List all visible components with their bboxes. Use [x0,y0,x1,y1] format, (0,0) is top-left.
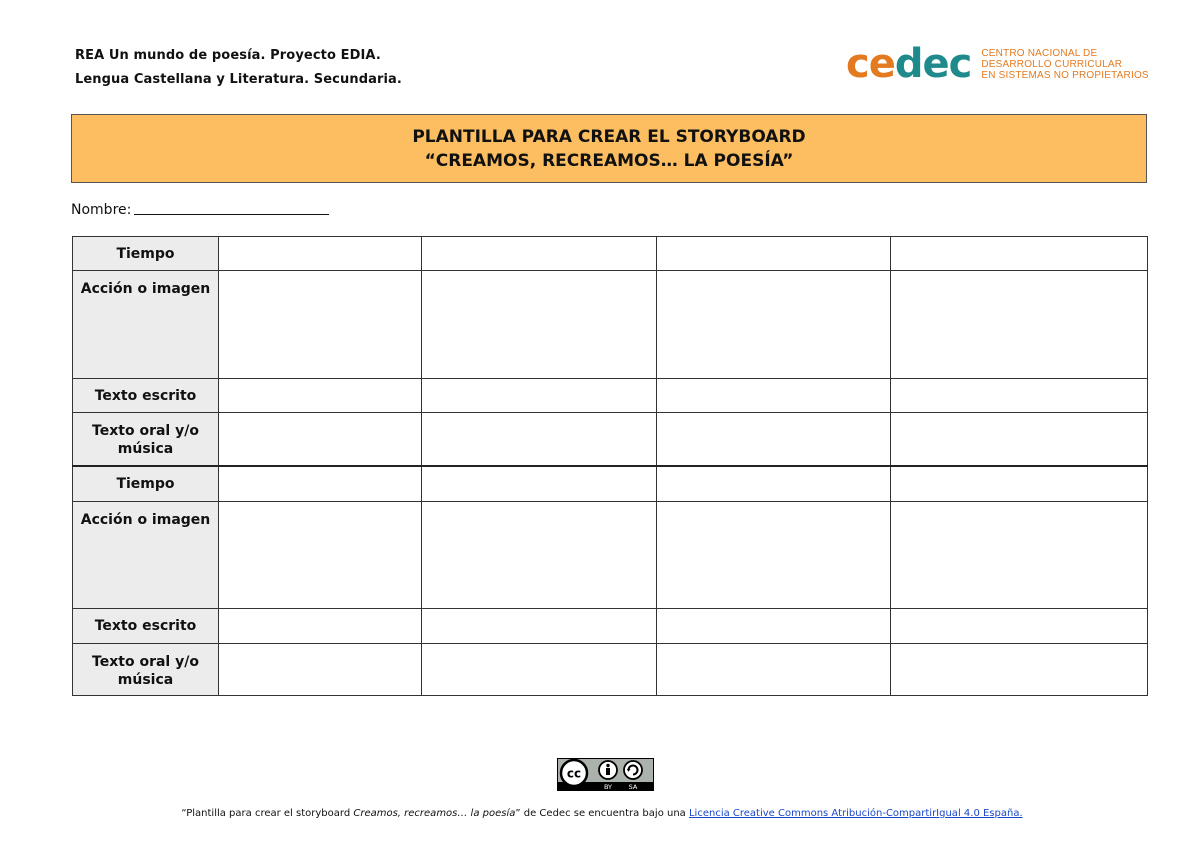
storyboard-cell[interactable] [891,609,1148,644]
storyboard-cell[interactable] [891,466,1148,502]
logo-sub-line-1: CENTRO NACIONAL DE [981,47,1098,59]
storyboard-cell[interactable] [219,413,422,466]
logo-word-ce: ce [846,41,895,87]
storyboard-cell[interactable] [657,609,891,644]
storyboard-table [72,236,1148,696]
header-line-2: Lengua Castellana y Literatura. Secundaria. [75,72,402,87]
footer-text-open: “Plantilla para crear el storyboard [181,808,354,819]
storyboard-cell[interactable] [657,271,891,379]
table-row [73,379,1148,413]
row-label-texto-escrito: Texto escrito [73,609,219,644]
table-row [73,271,1148,379]
cc-by-label: BY [603,783,613,791]
row-label-tiempo: Tiempo [73,237,219,271]
storyboard-cell[interactable] [219,379,422,413]
storyboard-cell[interactable] [422,609,657,644]
storyboard-cell[interactable] [657,413,891,466]
table-row [73,413,1148,466]
storyboard-cell[interactable] [891,379,1148,413]
storyboard-cell[interactable] [891,237,1148,271]
cedec-logo [846,41,1149,87]
logo-sub-line-2: DESARROLLO CURRICULAR [981,58,1123,70]
title-banner [71,114,1147,183]
row-label-texto-oral: Texto oral y/o música [73,644,219,696]
footer-text-close: ” de Cedec se encuentra bajo una [515,808,689,819]
table-row [73,609,1148,644]
header-line-1: REA Un mundo de poesía. Proyecto EDIA. [75,48,381,63]
storyboard-cell[interactable] [422,502,657,609]
storyboard-cell[interactable] [422,466,657,502]
logo-subtitle [981,48,1148,81]
storyboard-cell[interactable] [219,644,422,696]
storyboard-cell[interactable] [657,502,891,609]
title-line-1: PLANTILLA PARA CREAR EL STORYBOARD [412,126,806,147]
title-line-2: “CREAMOS, RECREAMOS… LA POESÍA” [424,150,794,171]
storyboard-cell[interactable] [422,271,657,379]
storyboard-cell[interactable] [891,413,1148,466]
logo-word-dec: dec [894,41,972,87]
storyboard-cell[interactable] [657,466,891,502]
storyboard-cell[interactable] [219,466,422,502]
storyboard-cell[interactable] [891,644,1148,696]
storyboard-cell[interactable] [219,271,422,379]
storyboard-cell[interactable] [422,379,657,413]
row-label-texto-escrito: Texto escrito [73,379,219,413]
nombre-field [71,200,329,218]
storyboard-cell[interactable] [219,237,422,271]
logo-sub-line-3: EN SISTEMAS NO PROPIETARIOS [981,69,1149,81]
footer-work-title: Creamos, recreamos… la poesía [353,808,516,819]
table-row [73,502,1148,609]
storyboard-cell[interactable] [219,609,422,644]
storyboard-cell[interactable] [891,271,1148,379]
table-row [73,237,1148,271]
row-label-accion: Acción o imagen [73,271,219,379]
storyboard-cell[interactable] [219,502,422,609]
storyboard-cell[interactable] [657,379,891,413]
cc-sa-label: SA [628,783,638,791]
storyboard-cell[interactable] [422,413,657,466]
table-row [73,466,1148,502]
nombre-blank-line[interactable] [134,200,329,215]
storyboard-cell[interactable] [422,237,657,271]
svg-text:cc: cc [566,766,582,781]
row-label-accion: Acción o imagen [73,502,219,609]
row-label-tiempo: Tiempo [73,466,219,502]
storyboard-cell[interactable] [657,237,891,271]
storyboard-cell[interactable] [891,502,1148,609]
table-row [73,644,1148,696]
nombre-label: Nombre: [71,202,132,218]
logo-wordmark [846,41,972,87]
row-label-texto-oral: Texto oral y/o música [73,413,219,466]
creative-commons-by-sa-icon[interactable] [557,758,654,791]
storyboard-cell[interactable] [422,644,657,696]
license-link[interactable]: Licencia Creative Commons Atribución-CompartirIgual 4.0 España. [688,808,1023,819]
storyboard-cell[interactable] [657,644,891,696]
footer-attribution [0,808,1204,819]
